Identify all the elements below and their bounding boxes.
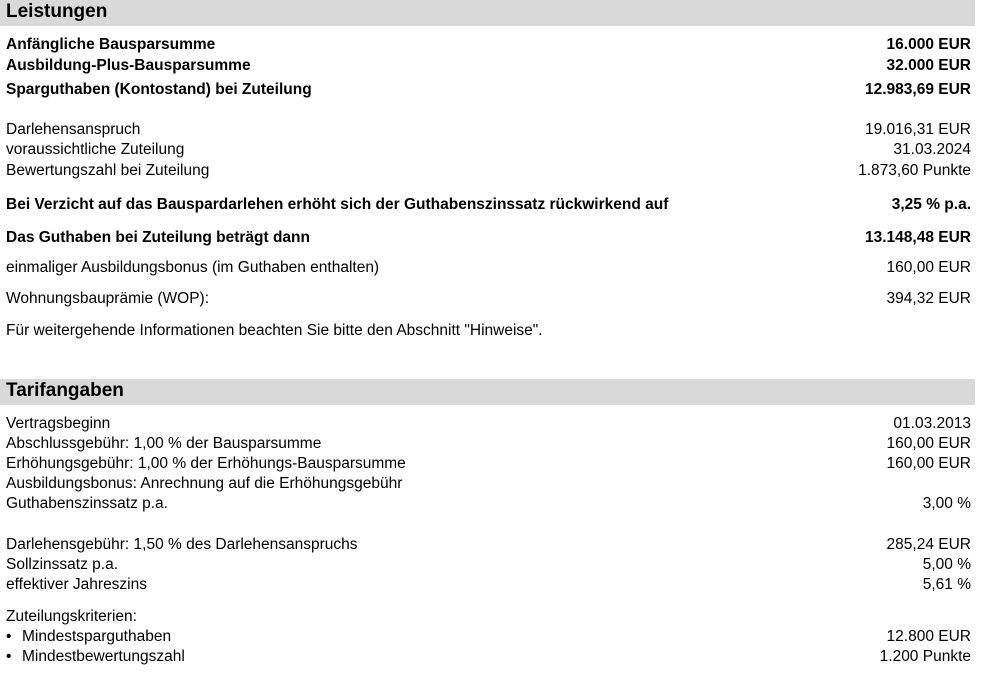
bullet-icon: • bbox=[6, 628, 12, 645]
section-title: Tarifangaben bbox=[6, 380, 124, 401]
row-darlehensgebuehr bbox=[6, 535, 971, 555]
row-value: 3,25 % p.a. bbox=[891, 196, 971, 213]
row-voraussichtliche-zuteilung bbox=[6, 140, 971, 160]
row-label: Bei Verzicht auf das Bauspardarlehen erhöht sich der Guthabenszinssatz rückwirkend auf bbox=[6, 196, 669, 213]
row-label: Erhöhungsgebühr: 1,00 % der Erhöhungs-Bausparsumme bbox=[6, 455, 406, 472]
row-erhoehungsgebuehr bbox=[6, 454, 971, 474]
row-value: 1.200 Punkte bbox=[879, 648, 971, 665]
row-value: 5,00 % bbox=[922, 556, 971, 573]
row-label: einmaliger Ausbildungsbonus (im Guthaben enthalten) bbox=[6, 259, 380, 276]
hinweise-note bbox=[6, 321, 971, 341]
row-value: 13.148,48 EUR bbox=[865, 229, 971, 246]
row-darlehensanspruch bbox=[6, 120, 971, 140]
row-ausbildungsbonus bbox=[6, 258, 971, 278]
row-value: 160,00 EUR bbox=[886, 455, 971, 472]
row-label: Anfängliche Bausparsumme bbox=[6, 36, 216, 53]
row-value: 12.983,69 EUR bbox=[865, 81, 971, 98]
row-sparguthaben-bei-zuteilung bbox=[6, 80, 971, 100]
row-label: Darlehensgebühr: 1,50 % des Darlehensanspruchs bbox=[6, 536, 358, 553]
row-value: 12.800 EUR bbox=[886, 628, 971, 645]
row-value: 31.03.2024 bbox=[893, 141, 971, 158]
row-label: effektiver Jahreszins bbox=[6, 576, 147, 593]
row-verzicht-zinssatz bbox=[6, 195, 971, 215]
row-label: Wohnungsbauprämie (WOP): bbox=[6, 290, 210, 307]
row-label: Sollzinssatz p.a. bbox=[6, 556, 118, 573]
row-value: 160,00 EUR bbox=[886, 435, 971, 452]
section-header-leistungen bbox=[0, 0, 975, 26]
row-vertragsbeginn bbox=[6, 414, 971, 434]
row-ausbildung-plus-bausparsumme bbox=[6, 56, 971, 76]
row-guthaben-bei-zuteilung bbox=[6, 228, 971, 248]
row-label-wrapper bbox=[6, 647, 185, 667]
row-label: Ausbildungsbonus: Anrechnung auf die Erhöhungsgebühr bbox=[6, 475, 403, 492]
row-effektiver-jahreszins bbox=[6, 575, 971, 595]
row-abschlussgebuehr bbox=[6, 434, 971, 454]
row-bewertungszahl bbox=[6, 161, 971, 181]
row-label: Zuteilungskriterien: bbox=[6, 608, 137, 625]
row-ausbildungsbonus-anrechnung bbox=[6, 474, 971, 494]
row-value: 285,24 EUR bbox=[886, 536, 971, 553]
row-wohnungsbaupraemie bbox=[6, 289, 971, 309]
row-label: Das Guthaben bei Zuteilung beträgt dann bbox=[6, 229, 310, 246]
row-label: Darlehensanspruch bbox=[6, 121, 141, 138]
row-label: Bewertungszahl bei Zuteilung bbox=[6, 162, 210, 179]
row-label: Mindestbewertungszahl bbox=[22, 648, 185, 665]
row-value: 3,00 % bbox=[922, 495, 971, 512]
row-label: Abschlussgebühr: 1,00 % der Bausparsumme bbox=[6, 435, 322, 452]
row-value: 394,32 EUR bbox=[886, 290, 971, 307]
row-value: 01.03.2013 bbox=[893, 415, 971, 432]
row-label-wrapper bbox=[6, 627, 171, 647]
bullet-icon: • bbox=[6, 648, 12, 665]
row-label: Vertragsbeginn bbox=[6, 415, 111, 432]
row-value: 5,61 % bbox=[922, 576, 971, 593]
row-label: Mindestsparguthaben bbox=[22, 628, 172, 645]
note-text: Für weitergehende Informationen beachten Sie bitte den Abschnitt "Hinweise". bbox=[6, 322, 543, 339]
row-zuteilungskriterien bbox=[6, 607, 971, 627]
row-value: 19.016,31 EUR bbox=[865, 121, 971, 138]
row-label: Sparguthaben (Kontostand) bei Zuteilung bbox=[6, 81, 312, 98]
row-value: 160,00 EUR bbox=[886, 259, 971, 276]
row-guthabenszinssatz bbox=[6, 494, 971, 514]
row-label: voraussichtliche Zuteilung bbox=[6, 141, 185, 158]
row-label: Guthabenszinssatz p.a. bbox=[6, 495, 168, 512]
row-anfaengliche-bausparsumme bbox=[6, 35, 971, 55]
section-title: Leistungen bbox=[6, 1, 108, 22]
row-mindestsparguthaben bbox=[6, 627, 971, 647]
row-value: 32.000 EUR bbox=[886, 57, 971, 74]
row-value: 16.000 EUR bbox=[886, 36, 971, 53]
row-sollzinssatz bbox=[6, 555, 971, 575]
row-value: 1.873,60 Punkte bbox=[858, 162, 971, 179]
row-mindestbewertungszahl bbox=[6, 647, 971, 667]
row-label: Ausbildung-Plus-Bausparsumme bbox=[6, 57, 251, 74]
section-header-tarifangaben bbox=[0, 379, 975, 405]
